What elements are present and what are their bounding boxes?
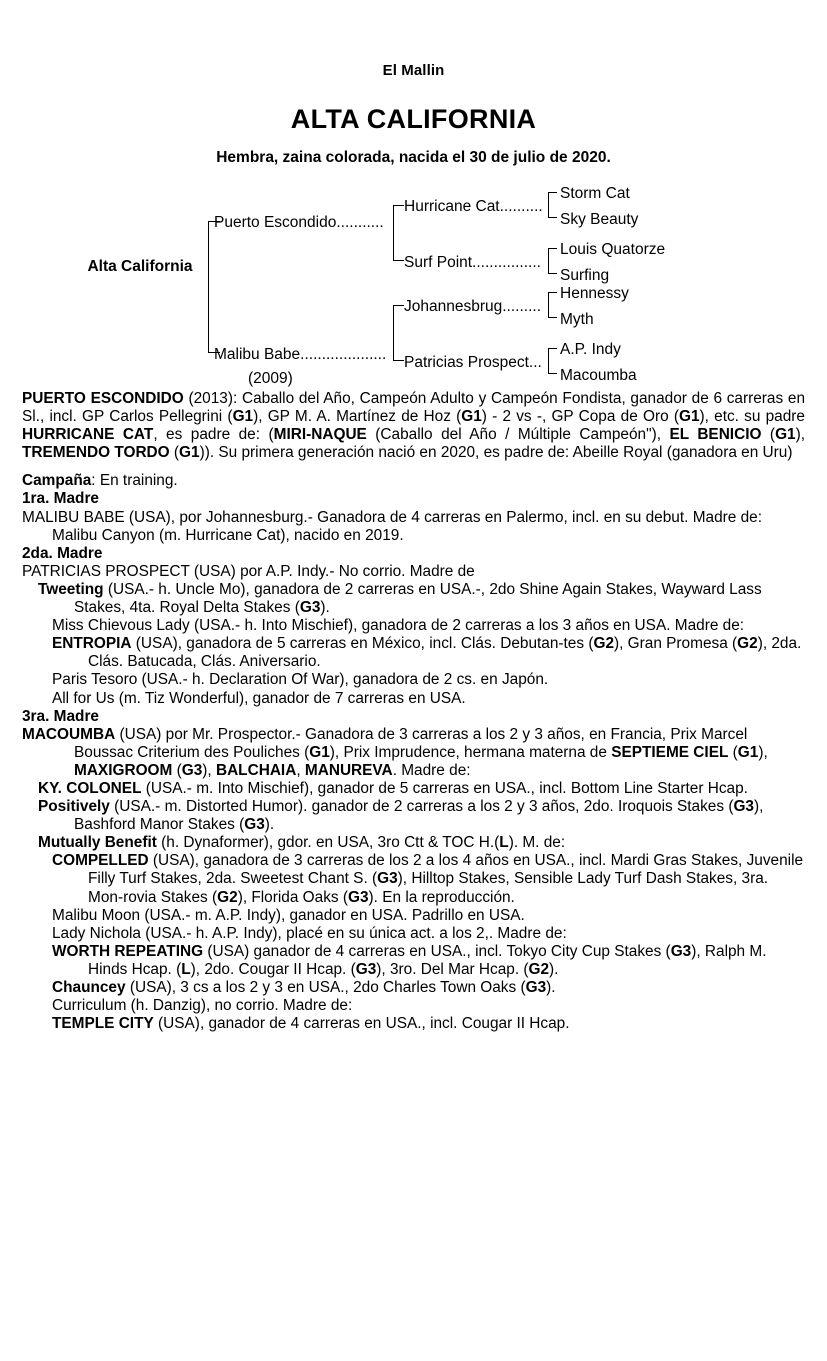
macoumba-name: MACOUMBA xyxy=(22,725,116,743)
entropia-text-b: ), Gran Promesa ( xyxy=(614,635,738,653)
dam3-mutually-benefit xyxy=(22,834,805,852)
mutually-benefit-text-b: ). M. de: xyxy=(508,834,566,852)
pedigree-ds-dam: Myth xyxy=(560,311,594,328)
tweeting-name: Tweeting xyxy=(38,580,104,598)
macoumba-text-d: ), xyxy=(758,743,768,761)
pedigree-dam-sire: Johannesbrug......... xyxy=(404,298,542,315)
campaign-line xyxy=(22,472,805,490)
horse-description: Hembra, zaina colorada, nacida el 30 de julio de 2020. xyxy=(216,149,611,166)
farm-name: El Mallin xyxy=(382,62,445,79)
dam3-curriculum: Curriculum (h. Danzig), no corrio. Madre de: xyxy=(52,997,353,1015)
compelled-text-b: ), Hilltop Stakes, Sensible Lady Turf Dash Stakes, 3ra. Mon-rovia Stakes ( xyxy=(88,870,769,906)
pedigree-page xyxy=(0,62,827,1361)
maxigroom-name: MAXIGROOM xyxy=(74,761,173,779)
dam3-lady-nichola: Lady Nichola (USA.- h. A.P. Indy), placé en su única act. a los 2,. Madre de: xyxy=(52,924,567,942)
positively-text-b: ), Bashford Manor Stakes ( xyxy=(74,798,764,834)
bracket-ss xyxy=(548,192,557,218)
dam3-worth-repeating xyxy=(22,943,805,979)
tweeting-end: ). xyxy=(320,599,330,617)
grade-g3-worth-a: G3 xyxy=(670,942,692,960)
chauncey-text-b: ). xyxy=(546,979,556,996)
positively-text-a: (USA.- m. Distorted Humor). ganador de 2 carreras a los 2 y 3 años, 2do. Iroquois Stakes ( xyxy=(109,798,734,816)
grade-g1-b: G1 xyxy=(461,408,482,426)
sire-text-1: (2013): Caballo del Año, Campeón Adulto y Campeón Fondista, ganador de 6 carreras en Sl., incl. GP Carlos Pellegrini ( xyxy=(22,390,805,426)
bracket-generation-1 xyxy=(208,221,220,353)
compelled-name: COMPELLED xyxy=(52,852,149,870)
entropia-text-a: (USA), ganadora de 5 carreras en México, incl. Clás. Debutan-tes ( xyxy=(131,635,594,653)
campaign-label: Campaña xyxy=(22,472,92,490)
chauncey-text-a: (USA), 3 cs a los 2 y 3 en USA., 2do Charles Town Oaks ( xyxy=(125,979,526,996)
el-benicio-name: EL BENICIO xyxy=(669,426,762,444)
dam3-malibu-moon: Malibu Moon (USA.- m. A.P. Indy), ganador en USA. Padrillo en USA. xyxy=(52,906,525,924)
grade-g1-macoumba: G1 xyxy=(309,743,330,761)
hurricane-cat-name: HURRICANE CAT xyxy=(22,426,154,444)
pedigree-sd-sire: Louis Quatorze xyxy=(560,241,666,258)
bracket-ds xyxy=(548,292,557,318)
sire-text-6: (Caballo del Año / Múltiple Campeón"), xyxy=(366,426,670,444)
dam2-paris-tesoro: Paris Tesoro (USA.- h. Declaration Of War), ganadora de 2 cs. en Japón. xyxy=(52,671,549,689)
grade-g3-compelled-b: G3 xyxy=(348,888,369,906)
manureva-name: MANUREVA xyxy=(304,761,393,779)
dam2-all-for-us: All for Us (m. Tiz Wonderful), ganador de 7 carreras en USA. xyxy=(52,689,466,707)
dam3-head xyxy=(22,726,805,780)
section-2da-madre: 2da. Madre xyxy=(22,544,103,562)
mutually-benefit-name: Mutually Benefit xyxy=(38,834,157,852)
sire-paragraph xyxy=(22,390,805,462)
dam2-tweeting xyxy=(22,581,805,617)
pedigree-subject: Alta California xyxy=(87,258,193,275)
section-3ra-madre: 3ra. Madre xyxy=(22,707,99,725)
compelled-text-a: (USA), ganadora de 3 carreras de los 2 a los 4 años en USA., incl. Mardi Gras Stakes, Juvenile Filly Turf Stakes, 2da. Sweetest Chant S. ( xyxy=(88,852,804,888)
sire-text-10: )). Su primera generación nació en 2020, es padre de: Abeille Royal (ganadora en Uru) xyxy=(199,444,793,462)
page-title: ALTA CALIFORNIA xyxy=(290,104,537,134)
temple-city-text: (USA), ganador de 4 carreras en USA., incl. Cougar II Hcap. xyxy=(153,1015,570,1033)
grade-g3-maxigroom: G3 xyxy=(181,761,203,779)
bracket-sire-parents xyxy=(393,205,404,261)
grade-g3-positively-a: G3 xyxy=(733,798,754,816)
dam3-chauncey xyxy=(22,979,805,997)
macoumba-text-h: . Madre de: xyxy=(392,761,471,779)
bracket-dam-parents xyxy=(393,305,404,361)
grade-g1-a: G1 xyxy=(232,408,254,426)
worth-text-b: ), Ralph M. Hinds Hcap. ( xyxy=(88,942,767,978)
macoumba-text-g: , xyxy=(296,761,305,779)
pedigree-dd-sire: A.P. Indy xyxy=(560,341,621,358)
grade-listed-mutually: L xyxy=(499,834,509,852)
worth-text-e: ). xyxy=(549,960,559,978)
sire-text-2: ), GP M. A. Martínez de Hoz ( xyxy=(253,408,462,426)
pedigree-ss-dam: Sky Beauty xyxy=(560,211,639,228)
sire-name: PUERTO ESCONDIDO xyxy=(22,390,184,407)
macoumba-text-a: (USA) por Mr. Prospector.- Ganadora de 3 carreras a los 2 y 3 años, en Francia, Prix Marcel Boussac Criterium des Pouliches ( xyxy=(74,725,748,761)
mirinaque-name: MIRI-NAQUE xyxy=(273,426,367,444)
pedigree-ss-sire: Storm Cat xyxy=(560,185,630,202)
sire-text-7: ( xyxy=(761,426,776,444)
campaign-value: : En training. xyxy=(91,472,178,490)
macoumba-text-c: ( xyxy=(728,743,738,761)
sire-text-8: ), xyxy=(795,426,805,444)
tweeting-text: (USA.- h. Uncle Mo), ganadora de 2 carreras en USA.-, 2do Shine Again Stakes, Wayward Lass Stakes, 4ta. Royal Delta Stakes ( xyxy=(74,580,762,617)
compelled-text-c: ), Florida Oaks ( xyxy=(237,888,349,906)
pedigree-tree xyxy=(0,185,827,390)
pedigree-dam-year: (2009) xyxy=(248,370,293,387)
grade-g3-tweeting: G3 xyxy=(299,599,321,617)
grade-g3-positively-b: G3 xyxy=(244,816,265,834)
chauncey-name: Chauncey xyxy=(52,979,126,996)
entropia-text-c: ), 2da. Clás. Batucada, Clás. Aniversario. xyxy=(88,635,802,671)
grade-g2-compelled: G2 xyxy=(217,888,238,906)
ky-colonel-text: (USA.- m. Into Mischief), ganador de 5 carreras en USA., incl. Bottom Line Starter Hcap. xyxy=(141,779,748,797)
mutually-benefit-text-a: (h. Dynaformer), gdor. en USA, 3ro Ctt & TOC H.( xyxy=(156,834,500,852)
entropia-name: ENTROPIA xyxy=(52,635,132,653)
pedigree-dd-dam: Macoumba xyxy=(560,367,637,384)
grade-g3-worth-b: G3 xyxy=(355,960,377,978)
dam2-head: PATRICIAS PROSPECT (USA) por A.P. Indy.- No corrio. Madre de xyxy=(22,562,475,580)
grade-g3-chauncey: G3 xyxy=(525,979,547,996)
grade-g1-e: G1 xyxy=(179,444,200,462)
sire-text-3: ) - 2 vs -, GP Copa de Oro ( xyxy=(481,408,679,426)
grade-g1-septieme: G1 xyxy=(737,743,759,761)
spacer xyxy=(22,462,805,472)
macoumba-text-e: ( xyxy=(172,761,182,779)
sire-text-4: ), etc. su padre xyxy=(699,408,805,426)
dam1-line: MALIBU BABE (USA), por Johannesburg.- Ganadora de 4 carreras en Palermo, incl. en su debut. Madre de: xyxy=(22,508,762,526)
dam3-temple-city xyxy=(22,1015,805,1033)
tremendo-tordo-name: TREMENDO TORDO xyxy=(22,444,170,462)
dam3-positively xyxy=(22,798,805,834)
balchaia-name: BALCHAIA xyxy=(215,761,297,779)
grade-g2-entropia-b: G2 xyxy=(737,635,758,653)
sire-text-9: ( xyxy=(169,444,180,462)
worth-text-d: ), 3ro. Del Mar Hcap. ( xyxy=(376,960,529,978)
worth-text-a: (USA) ganador de 4 carreras en USA., incl. Tokyo City Cup Stakes ( xyxy=(203,942,671,960)
worth-text-c: ), 2do. Cougar II Hcap. ( xyxy=(190,960,356,978)
positively-text-c: ). xyxy=(264,816,275,834)
dam2-entropia xyxy=(22,635,805,671)
dam3-compelled xyxy=(22,852,805,906)
septieme-ciel-name: SEPTIEME CIEL xyxy=(611,743,729,761)
positively-name: Positively xyxy=(38,798,110,816)
worth-repeating-name: WORTH REPEATING xyxy=(52,942,204,960)
ky-colonel-name: KY. COLONEL xyxy=(38,779,142,797)
compelled-text-d: ). En la reproducción. xyxy=(368,888,515,906)
grade-g1-d: G1 xyxy=(775,426,796,444)
pedigree-body xyxy=(22,390,805,1033)
dam2-miss-chievous: Miss Chievous Lady (USA.- h. Into Mischief), ganadora de 2 carreras a los 3 años en USA. Madre de: xyxy=(52,617,745,635)
pedigree-sire-dam: Surf Point................ xyxy=(404,254,541,271)
macoumba-text-b: ), Prix Imprudence, hermana materna de xyxy=(329,743,612,761)
dam3-ky-colonel xyxy=(22,780,805,798)
grade-listed-worth: L xyxy=(181,960,191,978)
dam1-offspring: Malibu Canyon (m. Hurricane Cat), nacido en 2019. xyxy=(52,526,404,544)
pedigree-sd-dam: Surfing xyxy=(560,267,610,284)
pedigree-sire-sire: Hurricane Cat.......... xyxy=(404,198,543,215)
pedigree-ds-sire: Hennessy xyxy=(560,285,629,302)
pedigree-dam-dam: Patricias Prospect... xyxy=(404,354,542,371)
pedigree-sire: Puerto Escondido........... xyxy=(214,214,384,231)
bracket-dd xyxy=(548,348,557,374)
grade-g2-worth: G2 xyxy=(528,960,550,978)
grade-g1-c: G1 xyxy=(678,408,700,426)
temple-city-name: TEMPLE CITY xyxy=(52,1015,154,1033)
pedigree-dam: Malibu Babe.................... xyxy=(214,346,387,363)
grade-g2-entropia-a: G2 xyxy=(593,635,614,653)
bracket-sd xyxy=(548,248,557,274)
section-1ra-madre: 1ra. Madre xyxy=(22,490,99,508)
sire-text-5: , es padre de: ( xyxy=(153,426,274,444)
grade-g3-compelled-a: G3 xyxy=(377,870,398,888)
macoumba-text-f: ), xyxy=(202,761,216,779)
